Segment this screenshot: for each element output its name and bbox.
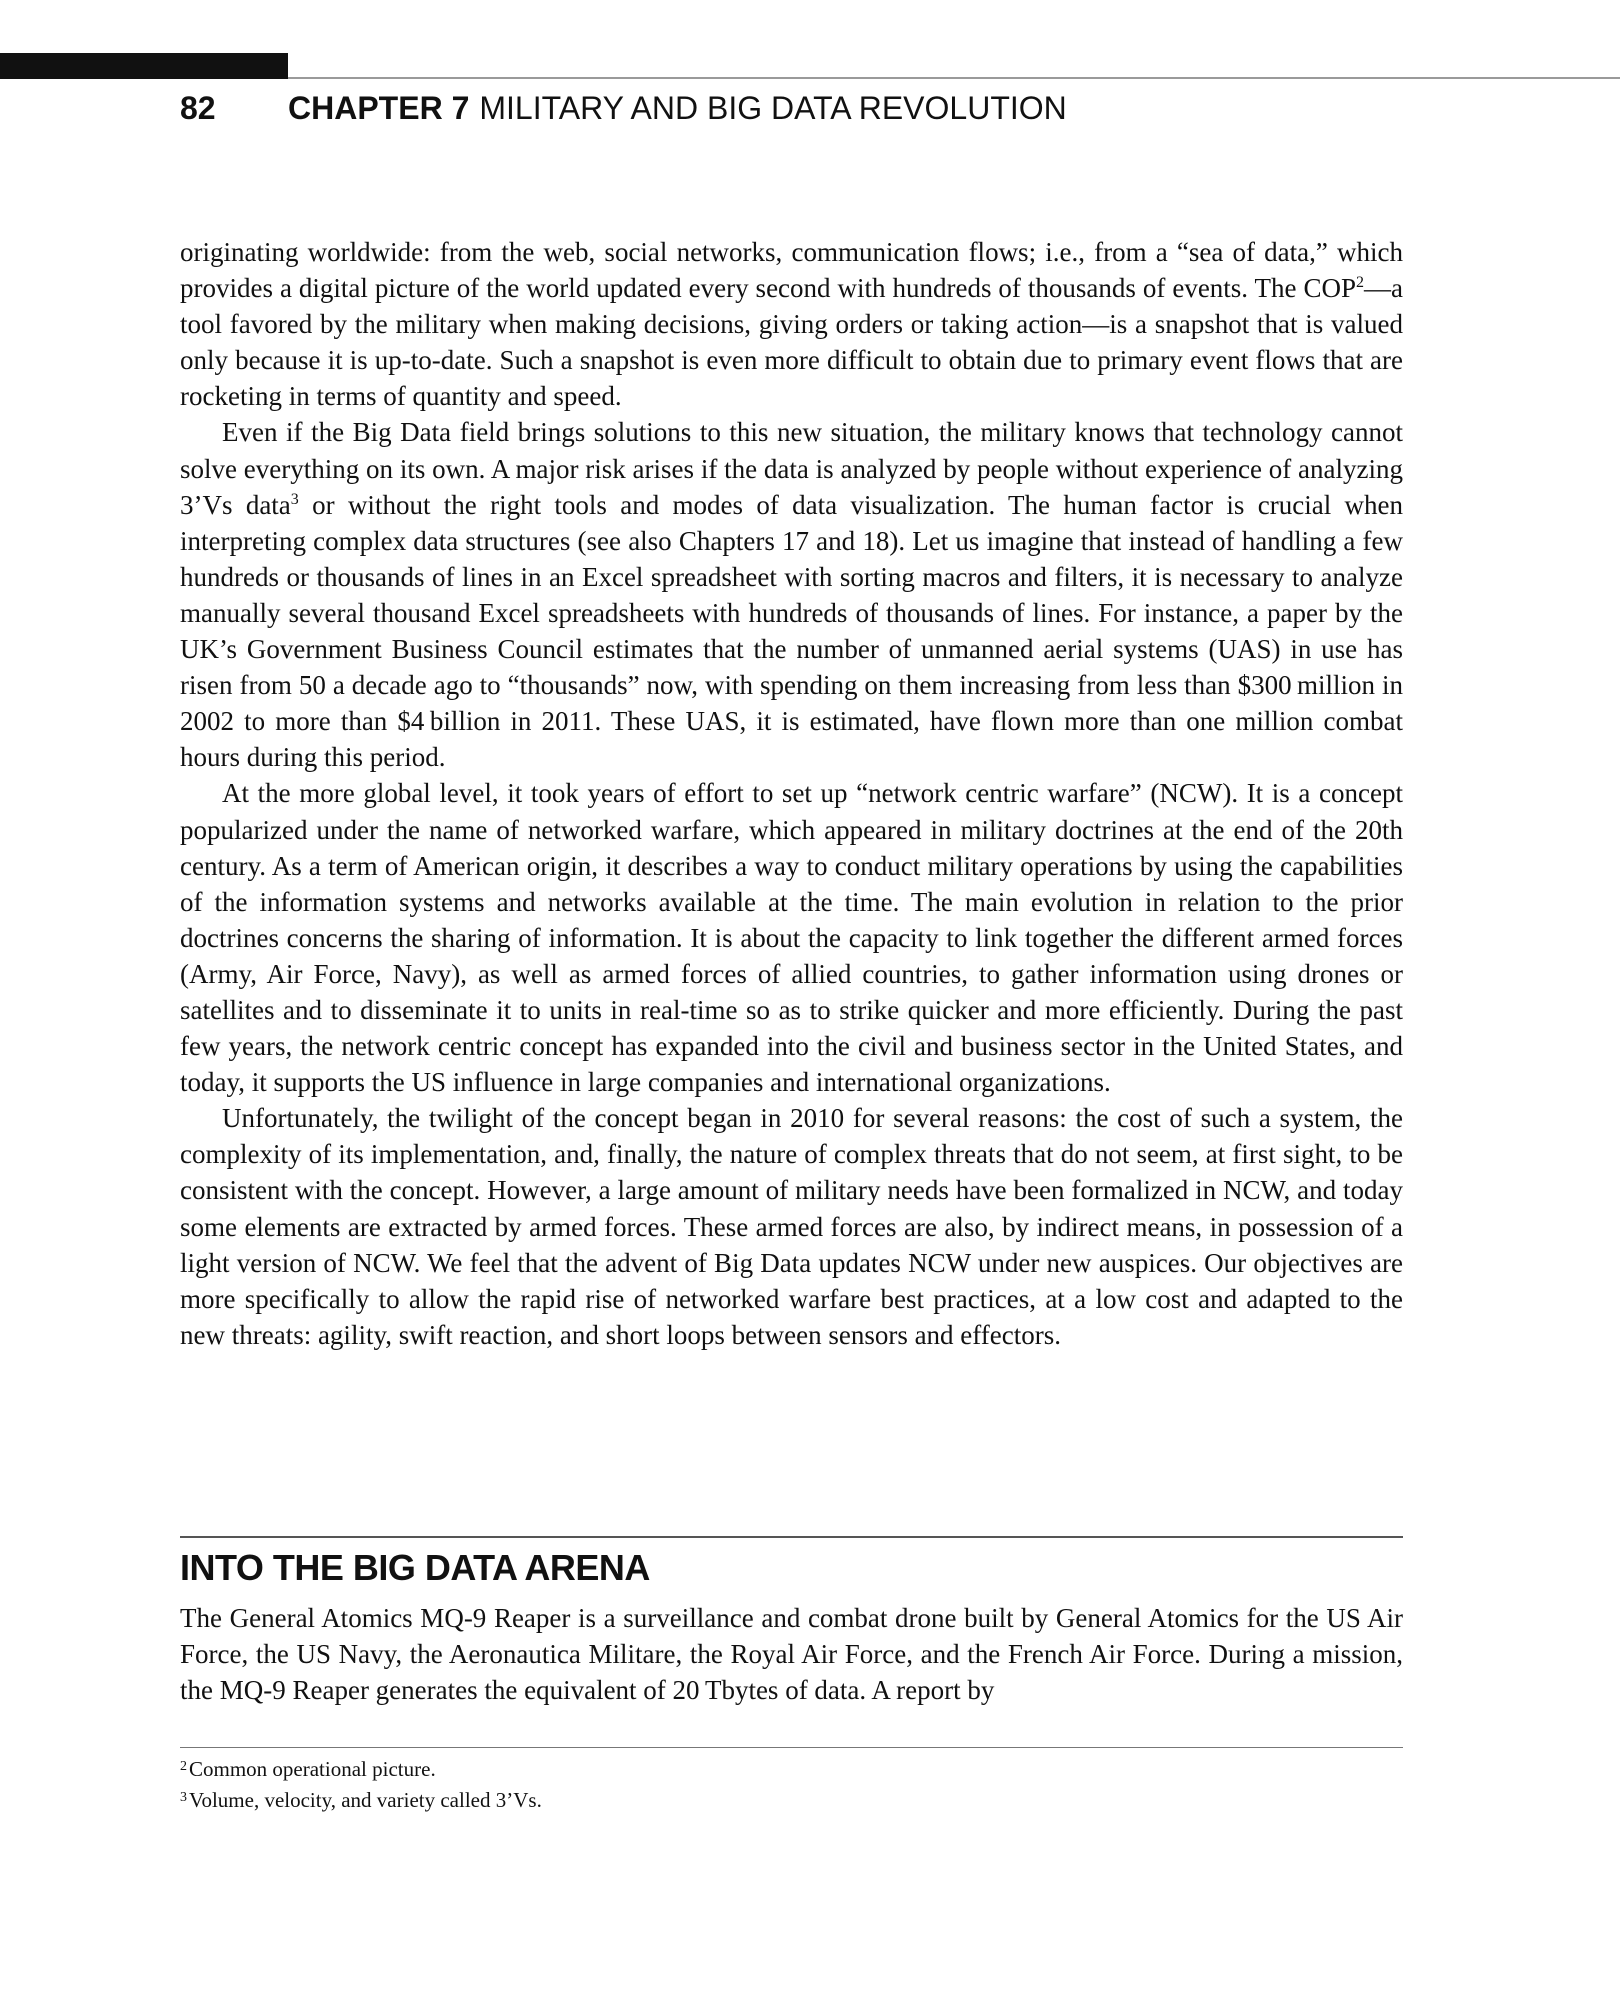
section-paragraph-1: The General Atomics MQ-9 Reaper is a surveillance and combat drone built by General Atomics for the US Air Force, the US Navy, the Aeronautica Militare, the Royal Air Force, and the French Air Force. During a mission, the MQ-9 Reaper generates the equivalent of 20 Tbytes of data. A report by (180, 1603, 1403, 1706)
paragraph-2 (180, 414, 1403, 775)
section-heading: INTO THE BIG DATA ARENA (180, 1547, 650, 1588)
paragraph-4: Unfortunately, the twilight of the concept began in 2010 for several reasons: the cost of such a system, the complexity of its implementation, and, finally, the nature of complex threats that do not seem, at first sight, to be consistent with the concept. However, a large amount of military needs have been formalized in NCW, and today some elements are extracted by armed forces. These armed forces are also, by indirect means, in possession of a light version of NCW. We feel that the advent of Big Data updates NCW under new auspices. Our objectives are more specifically to allow the rapid rise of networked warfare best practices, at a low cost and adapted to the new threats: agility, swift reaction, and short loops between sensors and effectors. (180, 1103, 1403, 1350)
footnote-2 (180, 1754, 1403, 1785)
paragraph-2-text-a: Even if the Big Data field brings solutions to this new situation, the military knows that technology cannot solve everything on its own. A major risk arises if the data is analyzed by people without experience of analyzing 3’Vs data (180, 417, 1403, 520)
header-bar-block (0, 53, 288, 79)
running-head (180, 88, 1067, 128)
footnote-text: Common operational picture. (189, 1757, 436, 1781)
footnote-rule (180, 1747, 1403, 1748)
chapter-label: CHAPTER 7 (288, 90, 470, 126)
page-number: 82 (180, 90, 216, 126)
footnote-number: 2 (180, 1759, 187, 1774)
paragraph-1-text-b: —a tool favored by the military when making decisions, giving orders or taking action—is a snapshot that is valued only because it is up-to-date. Such a snapshot is even more difficult to obtain due to primary event flows that are rocketing in terms of quantity and speed. (180, 273, 1403, 412)
paragraph-1 (180, 234, 1403, 414)
chapter-title: MILITARY AND BIG DATA REVOLUTION (479, 90, 1067, 126)
footnote-number: 3 (180, 1790, 187, 1805)
header-rule (288, 77, 1620, 79)
paragraph-1-text-a: originating worldwide: from the web, social networks, communication flows; i.e., from a “sea of data,” which provides a digital picture of the world updated every second with hundreds of thousands of events. The COP (180, 237, 1403, 304)
body-text (180, 234, 1403, 1353)
footnote-3 (180, 1785, 1403, 1816)
footnotes (180, 1754, 1403, 1816)
section-rule (180, 1536, 1403, 1538)
footnote-ref-3: 3 (290, 490, 299, 508)
footnote-text: Volume, velocity, and variety called 3’Vs. (189, 1788, 542, 1812)
footnote-ref-2: 2 (1356, 274, 1365, 292)
paragraph-2-text-b: or without the right tools and modes of data visualization. The human factor is crucial when interpreting complex data structures (see also Chapters 17 and 18). Let us imagine that instead of handling a few hundreds or thousands of lines in an Excel spreadsheet with sorting macros and filters, it is necessary to analyze manually several thousand Excel spreadsheets with hundreds of thousands of lines. For instance, a paper by the UK’s Government Business Council estimates that the number of unmanned aerial systems (UAS) in use has risen from 50 a decade ago to “thousands” now, with spending on them increasing from less than $300 million in 2002 to more than $4 billion in 2011. These UAS, it is estimated, have flown more than one million combat hours during this period. (180, 489, 1404, 773)
section-text (180, 1600, 1403, 1708)
paragraph-3: At the more global level, it took years of effort to set up “network centric warfare” (NCW). It is a concept popularized under the name of networked warfare, which appeared in military doctrines at the end of the 20th century. As a term of American origin, it describes a way to conduct military operations by using the capabilities of the information systems and networks available at the time. The main evolution in relation to the prior doctrines concerns the sharing of information. It is about the capacity to link together the different armed forces (Army, Air Force, Navy), as well as armed forces of allied countries, to gather information using drones or satellites and to disseminate it to units in real-time so as to strike quicker and more efficiently. During the past few years, the network centric concept has expanded into the civil and business sector in the United States, and today, it supports the US influence in large companies and international organizations. (180, 778, 1403, 1098)
